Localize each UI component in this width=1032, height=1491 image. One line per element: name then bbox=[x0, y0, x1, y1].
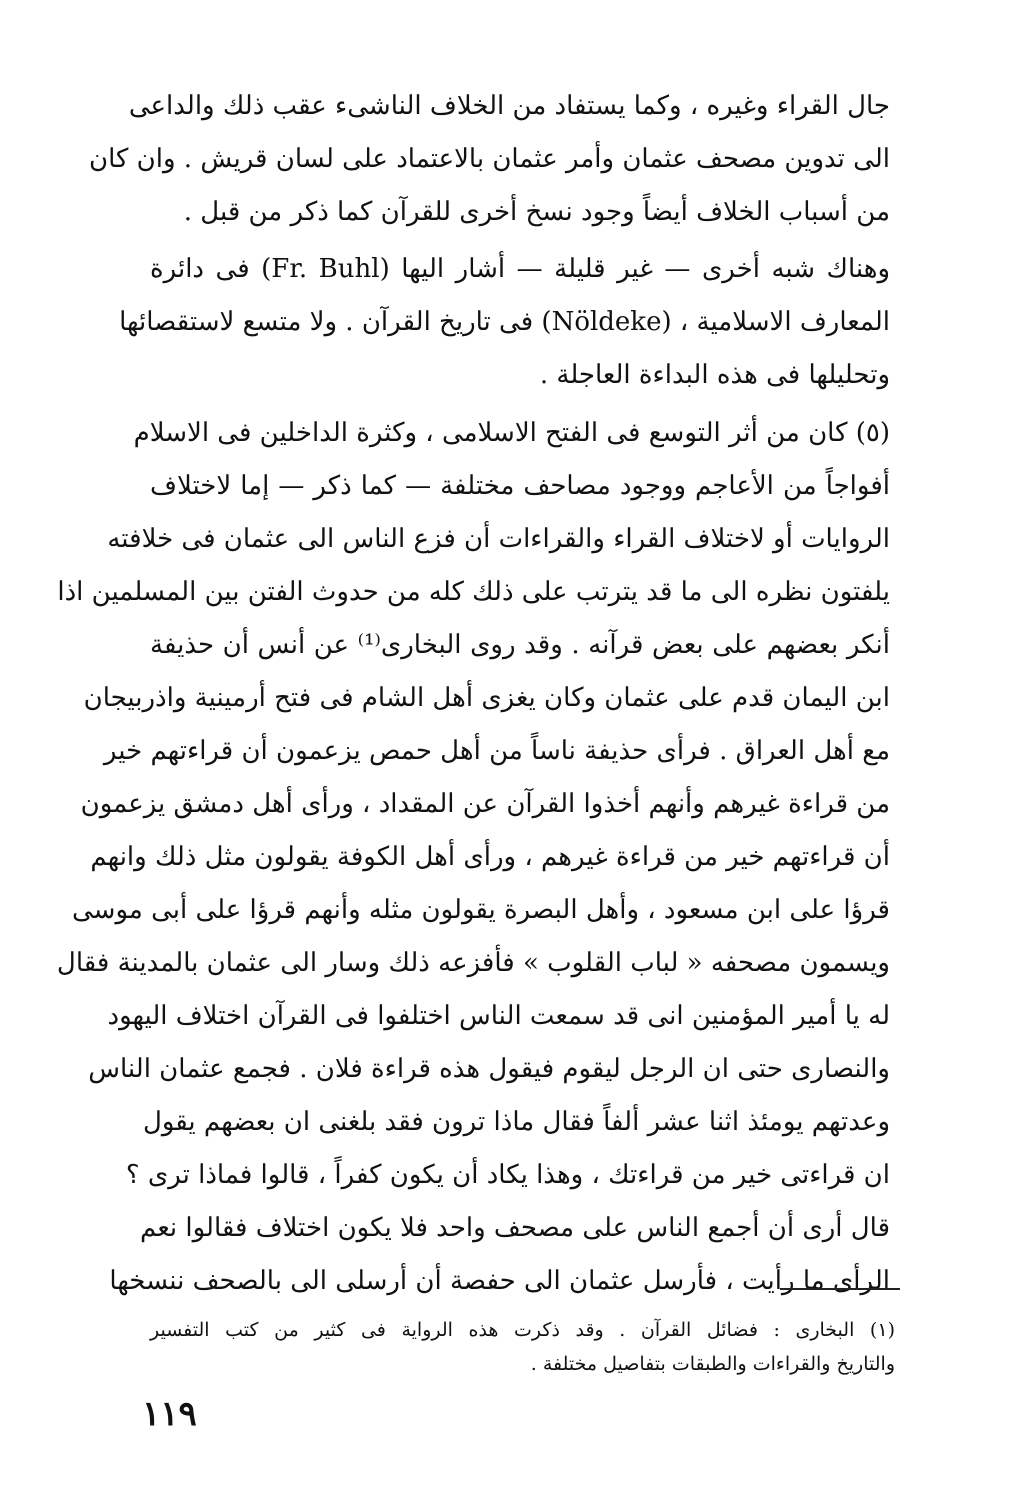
page-number: ١١٩ bbox=[142, 1394, 197, 1434]
paragraph-2 bbox=[119, 243, 890, 402]
text-line: أفواجاً من الأعاجم ووجود مصاحف مختلفة — كما ذكر — إما لاختلاف bbox=[150, 471, 890, 501]
text-line: الرأى ما رأيت ، فأرسل عثمان الى حفصة أن أرسلى الى بالصحف ننسخها bbox=[109, 1266, 890, 1296]
text-line: جال القراء وغيره ، وكما يستفاد من الخلاف الناشىء عقب ذلك والداعى bbox=[128, 91, 890, 121]
text-line: والنصارى حتى ان الرجل ليقوم فيقول هذه قراءة فلان . فجمع عثمان الناس bbox=[88, 1054, 890, 1084]
text-line: (٥) كان من أثر التوسع فى الفتح الاسلامى ، وكثرة الداخلين فى الاسلام bbox=[133, 418, 890, 448]
text-line: له يا أمير المؤمنين انى قد سمعت الناس اختلفوا فى القرآن اختلاف اليهود bbox=[107, 1001, 890, 1031]
text-line: من قراءة غيرهم وأنهم أخذوا القرآن عن المقداد ، ورأى أهل دمشق يزعمون bbox=[80, 789, 890, 819]
text-line: مع أهل العراق . فرأى حذيفة ناساً من أهل حمص يزعمون أن قراءتهم خير bbox=[103, 736, 890, 766]
footnote-line: والتاريخ والقراءات والطبقات بتفاصيل مختلفة . bbox=[530, 1353, 895, 1375]
text-line: أنكر بعضهم على بعض قرآنه . وقد روى البخارى⁽¹⁾ عن أنس أن حذيفة bbox=[150, 630, 890, 660]
text-line: وتحليلها فى هذه البداءة العاجلة . bbox=[539, 360, 890, 390]
footnote-divider bbox=[780, 1288, 900, 1290]
text-line: ويسمون مصحفه « لباب القلوب » فأفزعه ذلك وسار الى عثمان بالمدينة فقال bbox=[56, 948, 890, 978]
text-line: الروايات أو لاختلاف القراء والقراءات أن فزع الناس الى عثمان فى خلافته bbox=[107, 524, 890, 554]
footnote-line: (١) البخارى : فضائل القرآن . وقد ذكرت هذه الرواية فى كثير من كتب التفسير bbox=[150, 1319, 895, 1341]
text-line: قرؤا على ابن مسعود ، وأهل البصرة يقولون مثله وأنهم قرؤا على أبى موسى bbox=[72, 895, 890, 925]
text-line: من أسباب الخلاف أيضاً وجود نسخ أخرى للقرآن كما ذكر من قبل . bbox=[183, 197, 890, 227]
text-line: قال أرى أن أجمع الناس على مصحف واحد فلا يكون اختلاف فقالوا نعم bbox=[140, 1213, 890, 1243]
text-line: الى تدوين مصحف عثمان وأمر عثمان بالاعتماد على لسان قريش . وان كان bbox=[89, 144, 890, 174]
footnote bbox=[150, 1313, 895, 1381]
text-line: وعدتهم يومئذ اثنا عشر ألفاً فقال ماذا ترون فقد بلغنى ان بعضهم يقول bbox=[142, 1107, 890, 1137]
text-line: المعارف الاسلامية ، (Nöldeke) فى تاريخ القرآن . ولا متسع لاستقصائها bbox=[119, 307, 890, 337]
text-line: يلفتون نظره الى ما قد يترتب على ذلك كله من حدوث الفتن بين المسلمين اذا bbox=[57, 577, 890, 607]
text-line: ابن اليمان قدم على عثمان وكان يغزى أهل الشام فى فتح أرمينية واذربيجان bbox=[83, 683, 890, 713]
paragraph-3 bbox=[56, 407, 890, 1308]
text-line: أن قراءتهم خير من قراءة غيرهم ، ورأى أهل الكوفة يقولون مثل ذلك وانهم bbox=[90, 842, 890, 872]
text-line: ان قراءتى خير من قراءتك ، وهذا يكاد أن يكون كفراً ، قالوا فماذا ترى ؟ bbox=[125, 1160, 890, 1190]
paragraph-1 bbox=[89, 80, 890, 239]
text-line: وهناك شبه أخرى — غير قليلة — أشار اليها (Fr. Buhl) فى دائرة bbox=[150, 254, 890, 284]
